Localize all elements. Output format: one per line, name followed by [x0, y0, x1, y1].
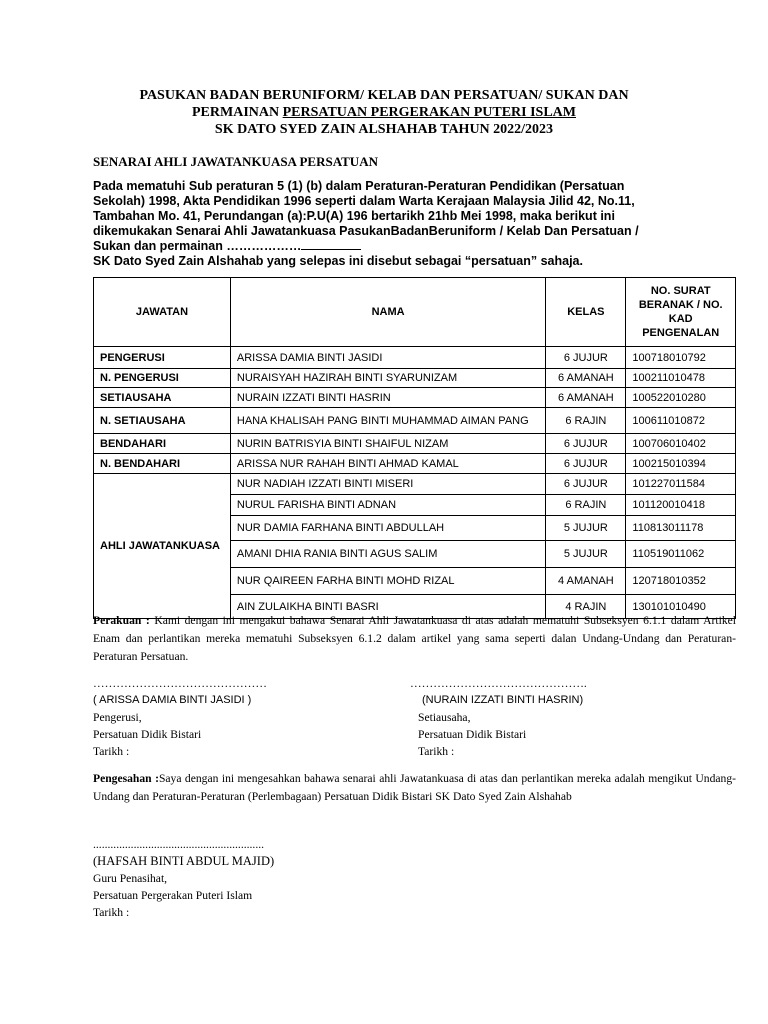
row-nama: HANA KHALISAH PANG BINTI MUHAMMAD AIMAN PANG — [230, 408, 545, 434]
table-row — [94, 474, 736, 495]
row-nama: NURUL FARISHA BINTI ADNAN — [230, 495, 545, 516]
row-kelas: 6 JUJUR — [546, 434, 626, 454]
row-jawatan: BENDAHARI — [94, 434, 231, 454]
table-row — [94, 434, 736, 454]
row-kelas: 6 AMANAH — [546, 369, 626, 388]
signatory-date: Tarikh : — [93, 906, 130, 919]
header-line-2 — [0, 104, 768, 121]
signature-line: ………………………………………. — [410, 677, 587, 690]
signatory-date: Tarikh : — [418, 745, 455, 758]
row-kelas: 4 RAJIN — [546, 595, 626, 619]
row-kelas: 5 JUJUR — [546, 541, 626, 568]
signature-line: ........................................................... — [93, 838, 265, 851]
row-jawatan: N. SETIAUSAHA — [94, 408, 231, 434]
row-jawatan-ajk: AHLI JAWATANKUASA — [94, 474, 231, 619]
intro-paragraph — [93, 179, 673, 269]
row-kelas: 6 RAJIN — [546, 495, 626, 516]
row-id: 100215010394 — [626, 454, 736, 474]
signature-block-chair — [93, 675, 267, 760]
row-id: 100211010478 — [626, 369, 736, 388]
intro-text: Pada mematuhi Sub peraturan 5 (1) (b) dalam Peraturan-Peraturan Pendidikan (Persatuan Sekolah) 1998, Akta Pendidikan 1996 seperti dalam Warta Kerajaan Malaysia Jilid 42, No.11, Tambahan Mo. 41, Perundangan (a):P.U(A) 196 bertarikh 21hb Mei 1998, maka berikut ini dikemukakan Senarai Ahli Jawatankuasa PasukanBadanBeruniform / Kelab Dan Persatuan / Sukan dan permainan ……………… — [93, 179, 639, 253]
row-nama: NUR NADIAH IZZATI BINTI MISERI — [230, 474, 545, 495]
signature-block-advisor — [93, 836, 274, 921]
endorsement-text: Saya dengan ini mengesahkan bahawa senarai ahli Jawatankuasa di atas dan perlantikan mereka adalah mengikut Undang-Undang dan Peraturan-Peraturan (Perlembagaan) Persatuan Didik Bistari SK Dato Syed Zain Alshahab — [93, 772, 736, 803]
intro-blank-line — [301, 239, 361, 250]
header-line-1: PASUKAN BADAN BERUNIFORM/ KELAB DAN PERSATUAN/ SUKAN DAN — [139, 88, 629, 103]
header-line-2-prefix: PERMAINAN — [192, 105, 283, 120]
table-row — [94, 454, 736, 474]
committee-table — [93, 277, 736, 619]
signatory-role: Setiausaha, — [418, 711, 471, 724]
intro-last-line: SK Dato Syed Zain Alshahab yang selepas ini disebut sebagai “persatuan” sahaja. — [93, 254, 583, 268]
row-jawatan: N. BENDAHARI — [94, 454, 231, 474]
table-row — [94, 369, 736, 388]
row-nama: AIN ZULAIKHA BINTI BASRI — [230, 595, 545, 619]
signatory-date: Tarikh : — [93, 745, 130, 758]
signatory-org: Persatuan Didik Bistari — [93, 728, 202, 741]
row-jawatan: SETIAUSAHA — [94, 388, 231, 408]
document-header — [0, 87, 768, 138]
declaration-paragraph — [93, 612, 736, 666]
signature-block-secretary — [410, 675, 587, 760]
signatory-role: Guru Penasihat, — [93, 872, 168, 885]
signatory-name: ( ARISSA DAMIA BINTI JASIDI ) — [93, 694, 252, 706]
table-header-row — [94, 278, 736, 347]
signatory-name: (NURAIN IZZATI BINTI HASRIN) — [422, 694, 584, 706]
row-jawatan: N. PENGERUSI — [94, 369, 231, 388]
row-kelas: 6 JUJUR — [546, 474, 626, 495]
row-kelas: 6 AMANAH — [546, 388, 626, 408]
row-id: 101227011584 — [626, 474, 736, 495]
signatory-org: Persatuan Pergerakan Puteri Islam — [93, 889, 253, 902]
header-line-3: SK DATO SYED ZAIN ALSHAHAB TAHUN 2022/2023 — [214, 122, 554, 137]
header-line-2-underlined: PERSATUAN PERGERAKAN PUTERI ISLAM — [282, 105, 576, 120]
row-nama: NURIN BATRISYIA BINTI SHAIFUL NIZAM — [230, 434, 545, 454]
row-id: 100522010280 — [626, 388, 736, 408]
signatory-org: Persatuan Didik Bistari — [418, 728, 527, 741]
signature-line: ……………………………………… — [93, 677, 267, 690]
row-kelas: 5 JUJUR — [546, 516, 626, 541]
row-kelas: 6 RAJIN — [546, 408, 626, 434]
row-nama: NURAISYAH HAZIRAH BINTI SYARUNIZAM — [230, 369, 545, 388]
signatory-name: (HAFSAH BINTI ABDUL MAJID) — [93, 854, 275, 868]
declaration-text: Kami dengan ini mengakui bahawa Senarai Ahli Jawatankuasa di atas adalah mematuhi Subseksyen 6.1.1 dalam Artikel Enam dan perlantikan mereka mematuhi Subseksyen 6.1.2 dalam artikel yang sama seperti dalan Undang-Undang dan Peraturan-Peraturan Persatuan. — [93, 614, 736, 663]
row-id: 110519011062 — [626, 541, 736, 568]
col-header-jawatan: JAWATAN — [94, 278, 231, 347]
row-kelas: 4 AMANAH — [546, 568, 626, 595]
row-nama: ARISSA NUR RAHAH BINTI AHMAD KAMAL — [230, 454, 545, 474]
row-nama: NUR QAIREEN FARHA BINTI MOHD RIZAL — [230, 568, 545, 595]
row-nama: NUR DAMIA FARHANA BINTI ABDULLAH — [230, 516, 545, 541]
row-id: 100611010872 — [626, 408, 736, 434]
col-header-kelas: KELAS — [546, 278, 626, 347]
row-id: 100718010792 — [626, 347, 736, 369]
section-title: SENARAI AHLI JAWATANKUASA PERSATUAN — [93, 154, 378, 169]
signatory-role: Pengerusi, — [93, 711, 142, 724]
table-row — [94, 347, 736, 369]
row-id: 101120010418 — [626, 495, 736, 516]
endorsement-paragraph — [93, 770, 736, 806]
row-jawatan: PENGERUSI — [94, 347, 231, 369]
row-id: 110813011178 — [626, 516, 736, 541]
declaration-label: Perakuan : — [93, 614, 150, 627]
row-id: 130101010490 — [626, 595, 736, 619]
row-kelas: 6 JUJUR — [546, 347, 626, 369]
row-nama: NURAIN IZZATI BINTI HASRIN — [230, 388, 545, 408]
endorsement-label: Pengesahan : — [93, 772, 159, 785]
col-header-nama: NAMA — [230, 278, 545, 347]
row-nama: ARISSA DAMIA BINTI JASIDI — [230, 347, 545, 369]
row-nama: AMANI DHIA RANIA BINTI AGUS SALIM — [230, 541, 545, 568]
col-header-id: NO. SURAT BERANAK / NO. KAD PENGENALAN — [626, 278, 736, 347]
row-kelas: 6 JUJUR — [546, 454, 626, 474]
row-id: 100706010402 — [626, 434, 736, 454]
table-row — [94, 408, 736, 434]
row-id: 120718010352 — [626, 568, 736, 595]
table-row — [94, 388, 736, 408]
